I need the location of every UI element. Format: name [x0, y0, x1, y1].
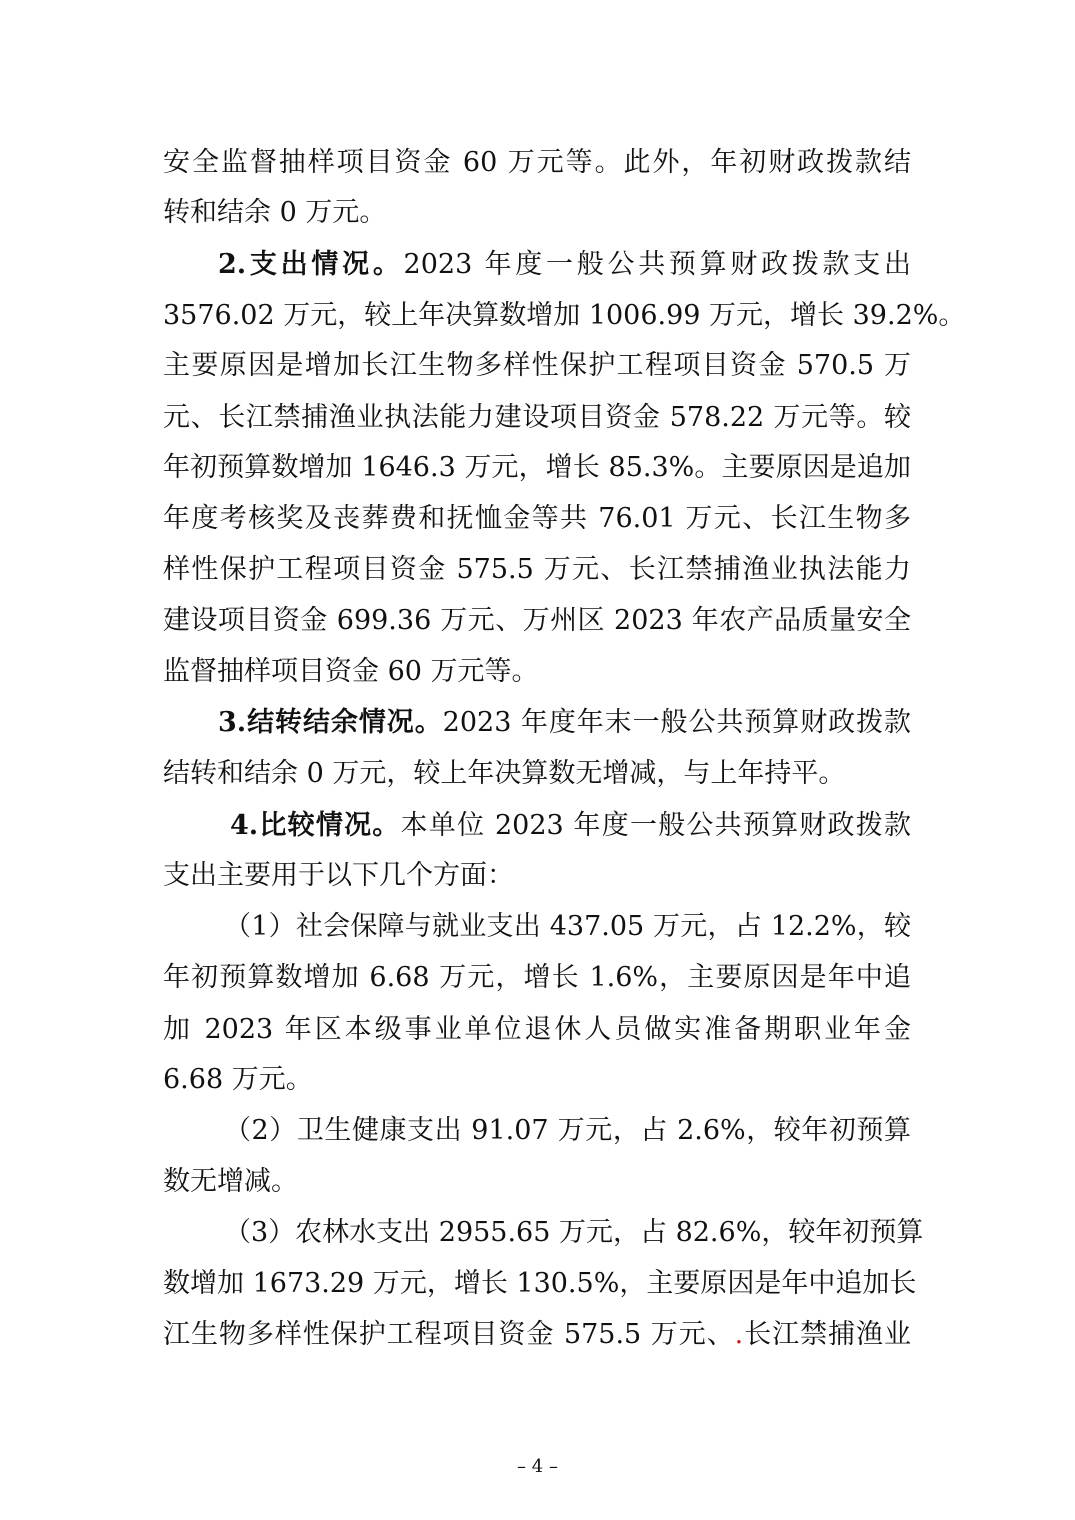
text-line: 主要原因是增加长江生物多样性保护工程项目资金 570.5 万	[163, 350, 911, 381]
text-line: 年初预算数增加 6.68 万元，增长 1.6%，主要原因是年中追	[163, 962, 911, 993]
text-line	[163, 1315, 911, 1355]
section-heading: 2.支出情况。	[218, 249, 404, 280]
text-line: 6.68 万元。	[163, 1064, 313, 1095]
section-heading: 4.比较情况。	[230, 810, 401, 841]
text-line: 支出主要用于以下几个方面：	[163, 860, 514, 891]
text-line: 转和结余 0 万元。	[163, 197, 387, 228]
text-line: 样性保护工程项目资金 575.5 万元、长江禁捕渔业执法能力	[163, 554, 911, 585]
text-line: 年度考核奖及丧葬费和抚恤金等共 76.01 万元、长江生物多	[163, 503, 911, 534]
text-line: 年初预算数增加 1646.3 万元，增长 85.3%。主要原因是追加	[163, 452, 911, 483]
text-line: 建设项目资金 699.36 万元、万州区 2023 年农产品质量安全	[163, 605, 911, 636]
text-line: （2）卫生健康支出 91.07 万元，占 2.6%，较年初预算	[224, 1115, 911, 1146]
text-line: 元、长江禁捕渔业执法能力建设项目资金 578.22 万元等。较	[163, 402, 911, 433]
text-line: 安全监督抽样项目资金 60 万元等。此外，年初财政拨款结	[163, 147, 911, 178]
section-heading-line	[218, 245, 911, 285]
text-line: 加 2023 年区本级事业单位退休人员做实准备期职业年金	[163, 1014, 911, 1045]
red-mark: .	[734, 1319, 744, 1350]
text-line: 数无增减。	[163, 1166, 298, 1197]
text-line: 结转和结余 0 万元，较上年决算数无增减，与上年持平。	[163, 758, 846, 789]
text-line: 监督抽样项目资金 60 万元等。	[163, 656, 539, 687]
page-number: – 4 –	[517, 1456, 558, 1477]
section-text: 2023 年度一般公共预算财政拨款支出	[403, 249, 912, 280]
text-line: 数增加 1673.29 万元，增长 130.5%，主要原因是年中追加长	[163, 1268, 917, 1299]
section-heading-line	[230, 806, 911, 846]
text-segment: 长江禁捕渔业	[743, 1319, 911, 1350]
text-line: 3576.02 万元，较上年决算数增加 1006.99 万元，增长 39.2%。	[163, 300, 966, 331]
section-text: 2023 年度年末一般公共预算财政拨款	[442, 707, 912, 738]
text-segment: 江生物多样性保护工程项目资金 575.5 万元、	[163, 1319, 735, 1350]
section-heading-line	[218, 703, 911, 743]
text-line: （3）农林水支出 2955.65 万元，占 82.6%，较年初预算	[224, 1217, 924, 1248]
text-line: （1）社会保障与就业支出 437.05 万元，占 12.2%，较	[224, 911, 911, 942]
section-heading: 3.结转结余情况。	[218, 707, 443, 738]
section-text: 本单位 2023 年度一般公共预算财政拨款	[400, 810, 911, 841]
